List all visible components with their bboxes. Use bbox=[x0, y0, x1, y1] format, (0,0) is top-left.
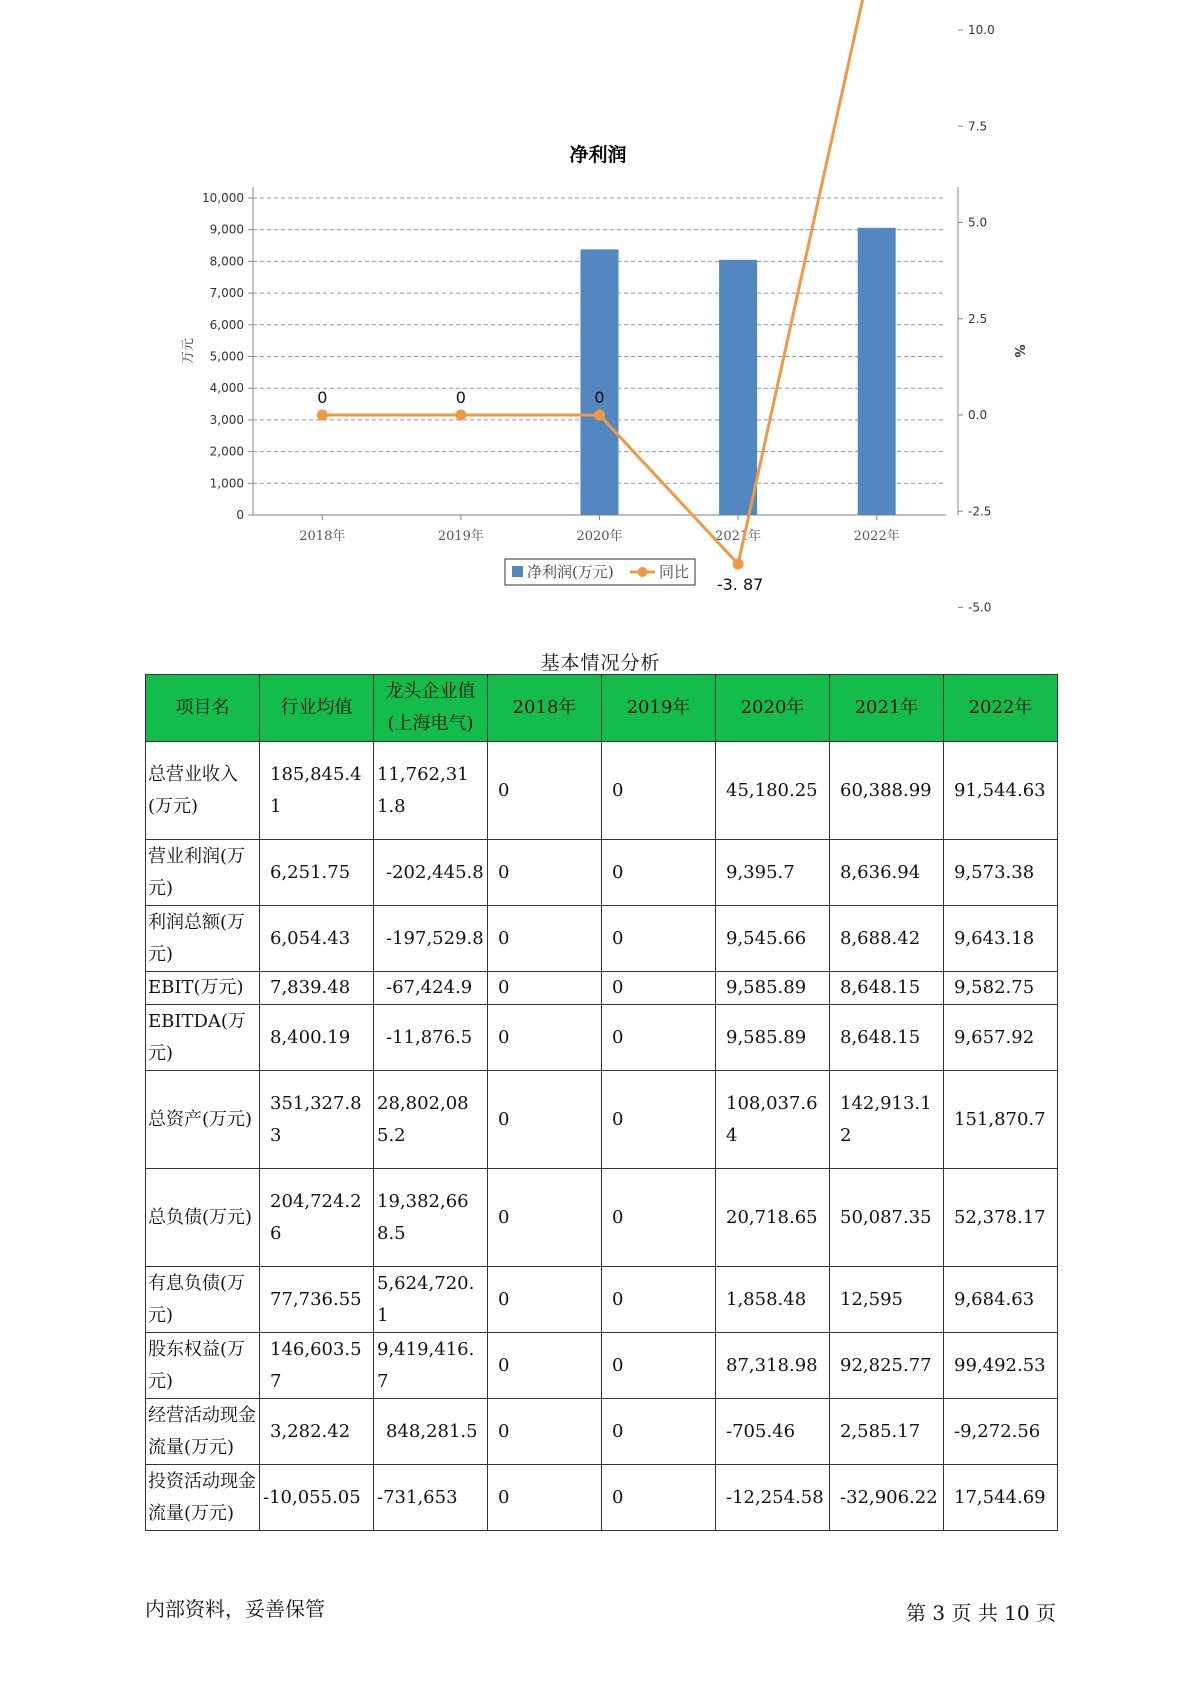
cell-value: 9,585.89 bbox=[716, 1005, 830, 1071]
cell-value: 7,839.48 bbox=[260, 972, 374, 1005]
y2-axis-label: % bbox=[1011, 344, 1026, 358]
cell-value: -12,254.58 bbox=[716, 1465, 830, 1531]
header-industry-average: 行业均值 bbox=[260, 675, 374, 742]
cell-value: 0 bbox=[488, 1071, 602, 1169]
cell-value: 92,825.77 bbox=[830, 1333, 944, 1399]
x-tick-label: 2021年 bbox=[715, 529, 762, 544]
cell-value: 0 bbox=[488, 1465, 602, 1531]
header-item-name: 项目名 bbox=[146, 675, 260, 742]
table-row bbox=[146, 1169, 1058, 1267]
cell-value: 0 bbox=[602, 1399, 716, 1465]
table-row bbox=[146, 1465, 1058, 1531]
data-label: 0 bbox=[317, 388, 328, 407]
y-tick-label: 5,000 bbox=[209, 349, 244, 364]
y-axis-label: 万元 bbox=[181, 337, 196, 365]
cell-value: 8,648.15 bbox=[830, 1005, 944, 1071]
cell-value: 0 bbox=[488, 742, 602, 840]
cell-value: 19,382,668.5 bbox=[374, 1169, 488, 1267]
table-row bbox=[146, 1399, 1058, 1465]
legend-line-marker bbox=[638, 567, 648, 577]
cell-value: 0 bbox=[602, 972, 716, 1005]
cell-value: 1,858.48 bbox=[716, 1267, 830, 1333]
cell-item: EBITDA(万元) bbox=[146, 1005, 260, 1071]
header-leader-value: 龙头企业值(上海电气) bbox=[374, 675, 488, 742]
cell-value: -731,653 bbox=[374, 1465, 488, 1531]
cell-item: 有息负债(万元) bbox=[146, 1267, 260, 1333]
cell-value: 11,762,311.8 bbox=[374, 742, 488, 840]
header-2020: 2020年 bbox=[716, 675, 830, 742]
data-label: 0 bbox=[594, 388, 605, 407]
yoy-point bbox=[317, 410, 328, 421]
y2-tick-label: 0.0 bbox=[968, 408, 988, 422]
cell-value: 9,395.7 bbox=[716, 840, 830, 906]
cell-value: 204,724.26 bbox=[260, 1169, 374, 1267]
cell-item: 投资活动现金流量(万元) bbox=[146, 1465, 260, 1531]
cell-value: 0 bbox=[488, 1005, 602, 1071]
y-tick-label: 9,000 bbox=[209, 222, 244, 237]
x-tick-label: 2019年 bbox=[437, 529, 484, 544]
cell-value: 0 bbox=[488, 906, 602, 972]
cell-value: 142,913.12 bbox=[830, 1071, 944, 1169]
cell-value: -67,424.9 bbox=[374, 972, 488, 1005]
cell-value: -9,272.56 bbox=[944, 1399, 1058, 1465]
cell-value: 9,573.38 bbox=[944, 840, 1058, 906]
cell-value: 146,603.57 bbox=[260, 1333, 374, 1399]
legend-bar-swatch bbox=[512, 566, 523, 577]
cell-value: 0 bbox=[488, 1399, 602, 1465]
cell-value: -197,529.8 bbox=[374, 906, 488, 972]
header-2019: 2019年 bbox=[602, 675, 716, 742]
header-2022: 2022年 bbox=[944, 675, 1058, 742]
cell-value: 52,378.17 bbox=[944, 1169, 1058, 1267]
cell-value: 9,419,416.7 bbox=[374, 1333, 488, 1399]
cell-value: -705.46 bbox=[716, 1399, 830, 1465]
table-row bbox=[146, 742, 1058, 840]
cell-value: 6,054.43 bbox=[260, 906, 374, 972]
table-row bbox=[146, 1267, 1058, 1333]
footer-page-number: 第 3 页 共 10 页 bbox=[906, 1601, 1056, 1625]
y-tick-label: 7,000 bbox=[209, 286, 244, 301]
table-title: 基本情况分析 bbox=[540, 652, 661, 674]
cell-value: 8,648.15 bbox=[830, 972, 944, 1005]
legend-bar-label: 净利润(万元) bbox=[527, 563, 614, 581]
cell-value: -10,055.05 bbox=[260, 1465, 374, 1531]
yoy-point bbox=[733, 558, 744, 569]
y2-tick-label: 5.0 bbox=[968, 215, 988, 230]
y2-tick-label: 7.5 bbox=[968, 119, 988, 134]
bar bbox=[581, 249, 619, 515]
y2-tick-label: -2.5 bbox=[968, 504, 992, 519]
cell-value: 60,388.99 bbox=[830, 742, 944, 840]
basic-analysis-table bbox=[145, 674, 1058, 1531]
table-row bbox=[146, 972, 1058, 1005]
cell-value: 0 bbox=[602, 742, 716, 840]
y2-tick-label: 10.0 bbox=[968, 23, 995, 37]
y-tick-label: 6,000 bbox=[209, 317, 244, 332]
header-2018: 2018年 bbox=[488, 675, 602, 742]
cell-value: 0 bbox=[602, 906, 716, 972]
yoy-point bbox=[455, 410, 466, 421]
cell-value: 0 bbox=[488, 840, 602, 906]
table-row bbox=[146, 1333, 1058, 1399]
cell-value: 2,585.17 bbox=[830, 1399, 944, 1465]
cell-value: 87,318.98 bbox=[716, 1333, 830, 1399]
y-tick-label: 8,000 bbox=[209, 254, 244, 269]
table-header-row bbox=[146, 675, 1058, 742]
cell-value: 0 bbox=[602, 1005, 716, 1071]
cell-value: 8,688.42 bbox=[830, 906, 944, 972]
cell-value: 0 bbox=[488, 1169, 602, 1267]
cell-value: 6,251.75 bbox=[260, 840, 374, 906]
cell-value: 5,624,720.1 bbox=[374, 1267, 488, 1333]
cell-value: 0 bbox=[488, 1267, 602, 1333]
cell-value: -32,906.22 bbox=[830, 1465, 944, 1531]
data-label: -3. 87 bbox=[716, 574, 764, 594]
cell-value: 0 bbox=[602, 1267, 716, 1333]
cell-value: 9,684.63 bbox=[944, 1267, 1058, 1333]
table-row bbox=[146, 906, 1058, 972]
cell-value: 848,281.5 bbox=[374, 1399, 488, 1465]
cell-item: EBIT(万元) bbox=[146, 972, 260, 1005]
table-row bbox=[146, 1071, 1058, 1169]
bar bbox=[719, 260, 757, 515]
cell-value: 9,643.18 bbox=[944, 906, 1058, 972]
cell-value: 185,845.41 bbox=[260, 742, 374, 840]
cell-value: 8,636.94 bbox=[830, 840, 944, 906]
footer-confidential-note: 内部资料，妥善保管 bbox=[145, 1597, 325, 1621]
y-tick-label: 10,000 bbox=[202, 191, 244, 205]
y2-tick-label: -5.0 bbox=[968, 600, 992, 615]
net-profit-chart bbox=[0, 0, 1191, 615]
cell-value: 12,595 bbox=[830, 1267, 944, 1333]
cell-item: 利润总额(万元) bbox=[146, 906, 260, 972]
cell-value: 8,400.19 bbox=[260, 1005, 374, 1071]
bar bbox=[858, 228, 896, 515]
header-2021: 2021年 bbox=[830, 675, 944, 742]
cell-value: 0 bbox=[602, 1169, 716, 1267]
cell-item: 总负债(万元) bbox=[146, 1169, 260, 1267]
yoy-point bbox=[594, 410, 605, 421]
cell-item: 经营活动现金流量(万元) bbox=[146, 1399, 260, 1465]
cell-value: 20,718.65 bbox=[716, 1169, 830, 1267]
y-tick-label: 2,000 bbox=[209, 444, 244, 459]
cell-value: 91,544.63 bbox=[944, 742, 1058, 840]
y-tick-label: 4,000 bbox=[209, 381, 244, 396]
cell-value: 45,180.25 bbox=[716, 742, 830, 840]
cell-value: -11,876.5 bbox=[374, 1005, 488, 1071]
cell-value: 0 bbox=[602, 1071, 716, 1169]
legend-line-label: 同比 bbox=[659, 563, 690, 581]
cell-value: 0 bbox=[602, 1465, 716, 1531]
cell-value: 108,037.64 bbox=[716, 1071, 830, 1169]
table-row bbox=[146, 1005, 1058, 1071]
cell-item: 营业利润(万元) bbox=[146, 840, 260, 906]
y-tick-label: 0 bbox=[236, 508, 244, 522]
cell-value: 9,582.75 bbox=[944, 972, 1058, 1005]
cell-value: 9,657.92 bbox=[944, 1005, 1058, 1071]
cell-value: 351,327.83 bbox=[260, 1071, 374, 1169]
cell-value: 0 bbox=[488, 972, 602, 1005]
cell-item: 总资产(万元) bbox=[146, 1071, 260, 1169]
cell-value: 0 bbox=[602, 1333, 716, 1399]
cell-value: 9,585.89 bbox=[716, 972, 830, 1005]
cell-value: 3,282.42 bbox=[260, 1399, 374, 1465]
cell-value: 77,736.55 bbox=[260, 1267, 374, 1333]
cell-value: 151,870.7 bbox=[944, 1071, 1058, 1169]
cell-value: 50,087.35 bbox=[830, 1169, 944, 1267]
cell-value: 17,544.69 bbox=[944, 1465, 1058, 1531]
cell-value: 99,492.53 bbox=[944, 1333, 1058, 1399]
cell-value: 28,802,085.2 bbox=[374, 1071, 488, 1169]
table-row bbox=[146, 840, 1058, 906]
x-tick-label: 2022年 bbox=[853, 529, 900, 544]
cell-item: 股东权益(万元) bbox=[146, 1333, 260, 1399]
x-tick-label: 2020年 bbox=[576, 529, 623, 544]
x-tick-label: 2018年 bbox=[299, 529, 346, 544]
cell-value: 9,545.66 bbox=[716, 906, 830, 972]
y2-tick-label: 2.5 bbox=[968, 311, 988, 326]
cell-item: 总营业收入(万元) bbox=[146, 742, 260, 840]
chart-title: 净利润 bbox=[569, 144, 627, 166]
data-label: 0 bbox=[455, 388, 466, 407]
y-tick-label: 1,000 bbox=[209, 476, 244, 491]
y-tick-label: 3,000 bbox=[209, 412, 244, 427]
cell-value: 0 bbox=[602, 840, 716, 906]
cell-value: -202,445.8 bbox=[374, 840, 488, 906]
cell-value: 0 bbox=[488, 1333, 602, 1399]
